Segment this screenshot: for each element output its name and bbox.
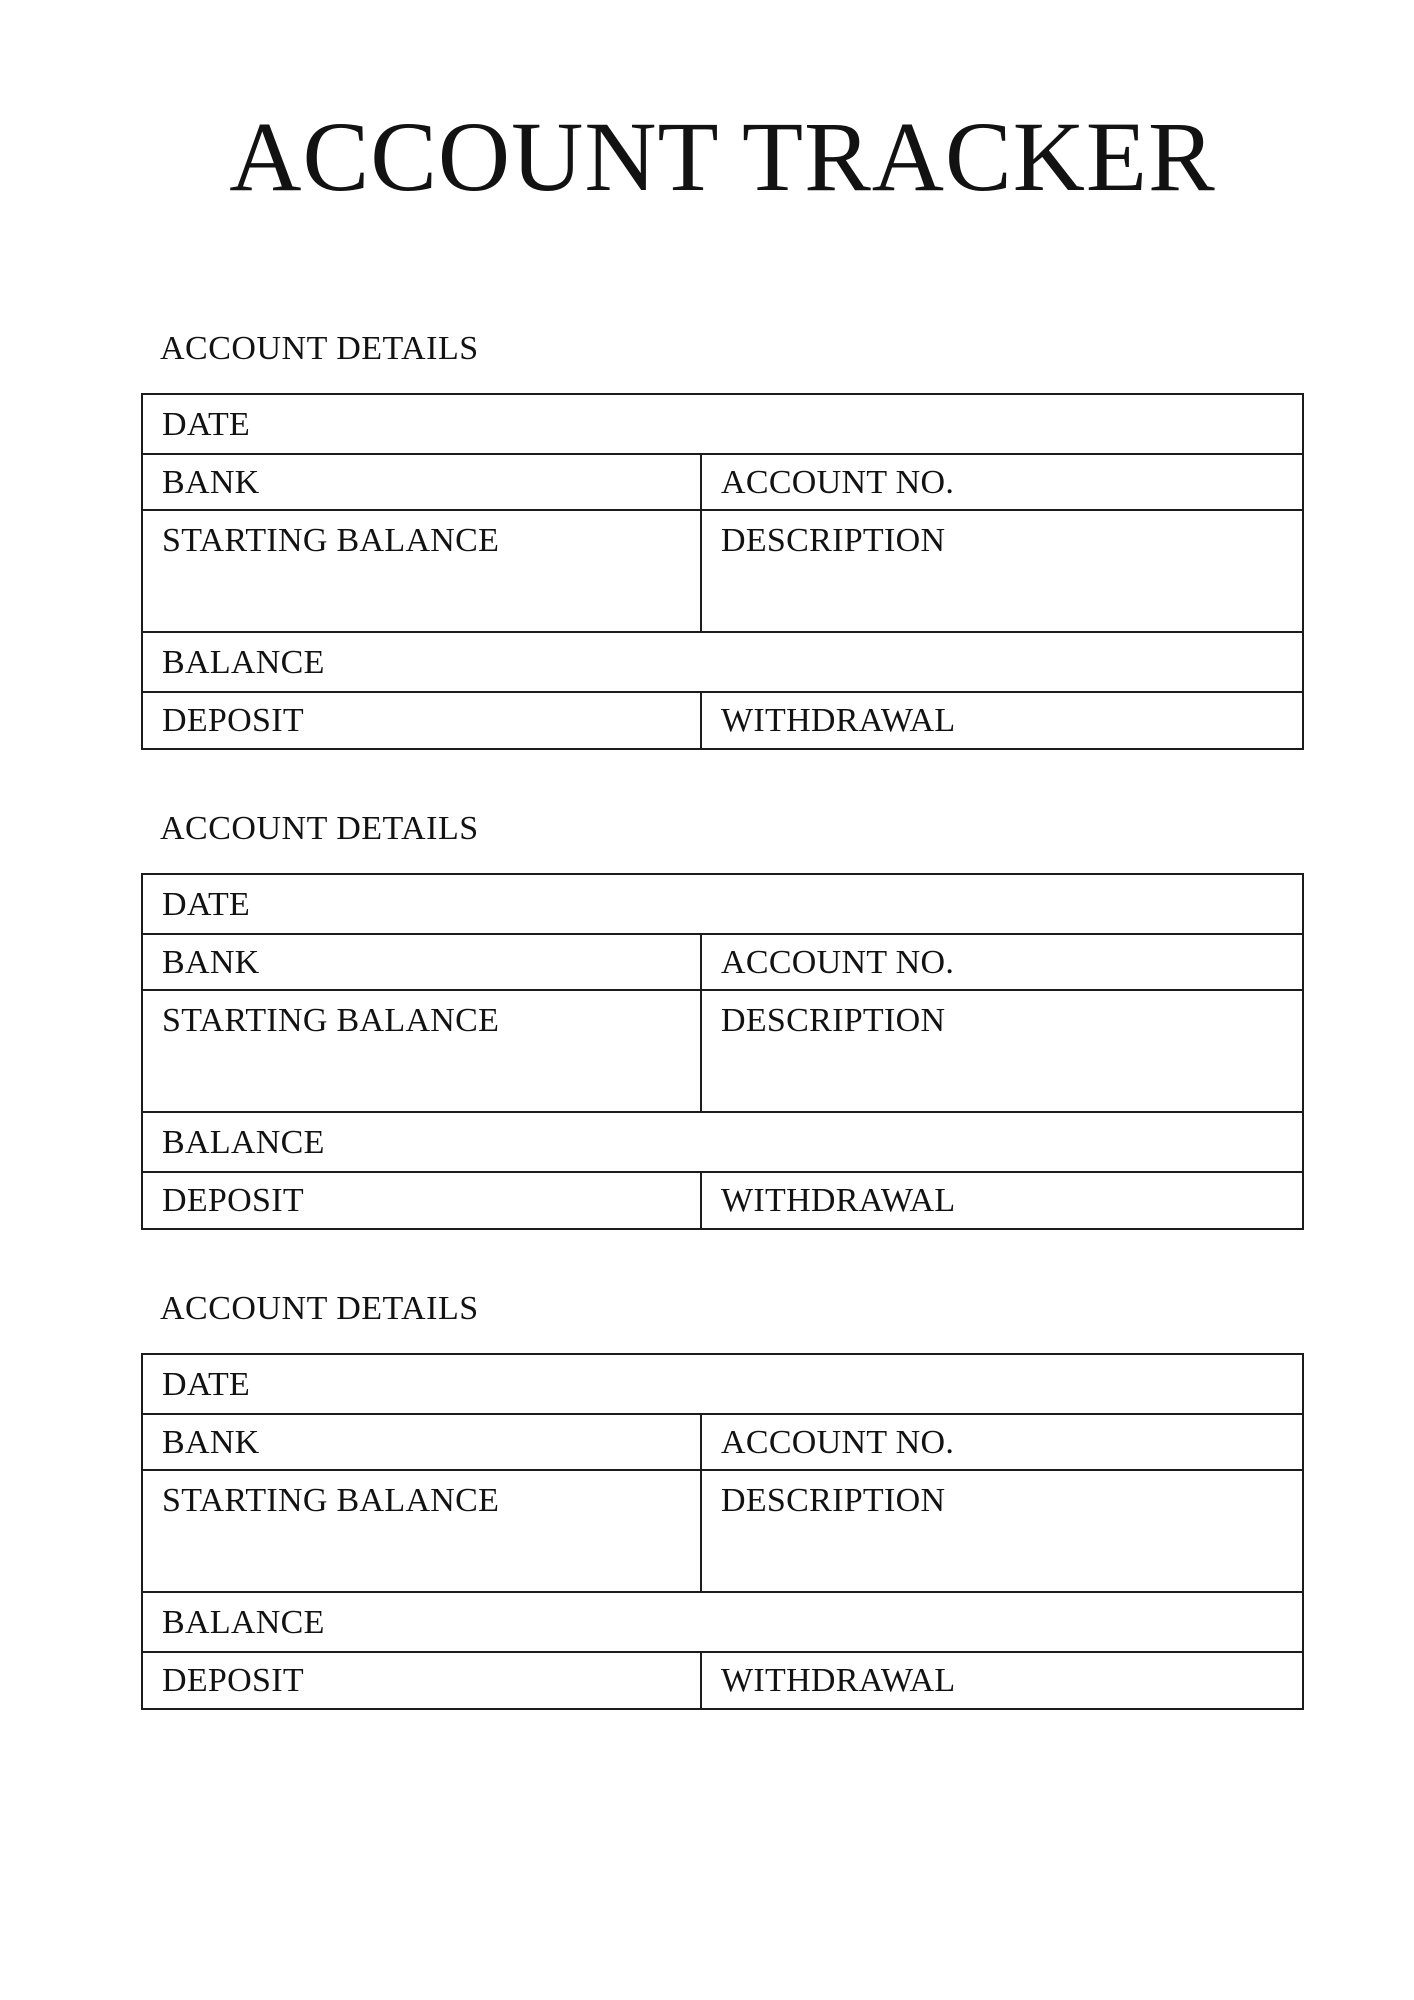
table-row-bank-account — [143, 455, 1302, 511]
table-row-date — [143, 1355, 1302, 1415]
starting-balance-field — [143, 991, 700, 1111]
table-row-date — [143, 395, 1302, 455]
account-details-table — [141, 873, 1304, 1230]
withdrawal-field — [700, 1653, 1302, 1708]
description-label: DESCRIPTION — [721, 1482, 946, 1519]
withdrawal-label: WITHDRAWAL — [721, 1182, 956, 1219]
starting-balance-label: STARTING BALANCE — [162, 1002, 500, 1039]
date-field — [143, 1355, 1302, 1413]
balance-field — [143, 1593, 1302, 1651]
bank-label: BANK — [162, 943, 260, 981]
table-row-balance-description — [143, 511, 1302, 633]
account-section-2 — [141, 808, 1304, 1230]
account-details-table — [141, 393, 1304, 750]
description-field — [700, 1471, 1302, 1591]
bank-label: BANK — [162, 463, 260, 501]
starting-balance-field — [143, 511, 700, 631]
section-heading: ACCOUNT DETAILS — [160, 330, 479, 367]
account-section-1 — [141, 328, 1304, 750]
description-label: DESCRIPTION — [721, 1002, 946, 1039]
balance-label: BALANCE — [162, 1123, 325, 1161]
section-heading: ACCOUNT DETAILS — [160, 810, 479, 847]
date-label: DATE — [162, 405, 251, 443]
table-row-bank-account — [143, 935, 1302, 991]
withdrawal-label: WITHDRAWAL — [721, 1662, 956, 1699]
table-row-balance — [143, 1593, 1302, 1653]
withdrawal-field — [700, 1173, 1302, 1228]
table-row-deposit-withdrawal — [143, 1653, 1302, 1708]
date-label: DATE — [162, 1365, 251, 1403]
starting-balance-field — [143, 1471, 700, 1591]
account-details-table — [141, 1353, 1304, 1710]
table-row-balance — [143, 633, 1302, 693]
account-no-label: ACCOUNT NO. — [721, 943, 955, 981]
table-row-bank-account — [143, 1415, 1302, 1471]
account-section-3 — [141, 1288, 1304, 1710]
balance-field — [143, 633, 1302, 691]
table-row-date — [143, 875, 1302, 935]
bank-field — [143, 455, 700, 509]
withdrawal-label: WITHDRAWAL — [721, 702, 956, 739]
deposit-label: DEPOSIT — [162, 702, 304, 739]
balance-label: BALANCE — [162, 1603, 325, 1641]
page-content — [141, 0, 1304, 1710]
deposit-label: DEPOSIT — [162, 1662, 304, 1699]
deposit-label: DEPOSIT — [162, 1182, 304, 1219]
table-row-balance — [143, 1113, 1302, 1173]
bank-field — [143, 935, 700, 989]
description-field — [700, 991, 1302, 1111]
account-no-field — [700, 1415, 1302, 1469]
balance-label: BALANCE — [162, 643, 325, 681]
deposit-field — [143, 693, 700, 748]
section-heading: ACCOUNT DETAILS — [160, 1290, 479, 1327]
description-label: DESCRIPTION — [721, 522, 946, 559]
table-row-balance-description — [143, 991, 1302, 1113]
date-field — [143, 875, 1302, 933]
description-field — [700, 511, 1302, 631]
table-row-deposit-withdrawal — [143, 693, 1302, 748]
starting-balance-label: STARTING BALANCE — [162, 522, 500, 559]
table-row-balance-description — [143, 1471, 1302, 1593]
account-no-field — [700, 455, 1302, 509]
account-no-field — [700, 935, 1302, 989]
date-field — [143, 395, 1302, 453]
bank-label: BANK — [162, 1423, 260, 1461]
balance-field — [143, 1113, 1302, 1171]
deposit-field — [143, 1653, 700, 1708]
account-no-label: ACCOUNT NO. — [721, 463, 955, 501]
withdrawal-field — [700, 693, 1302, 748]
date-label: DATE — [162, 885, 251, 923]
starting-balance-label: STARTING BALANCE — [162, 1482, 500, 1519]
bank-field — [143, 1415, 700, 1469]
account-no-label: ACCOUNT NO. — [721, 1423, 955, 1461]
page-title: ACCOUNT TRACKER — [229, 101, 1216, 212]
table-row-deposit-withdrawal — [143, 1173, 1302, 1228]
deposit-field — [143, 1173, 700, 1228]
